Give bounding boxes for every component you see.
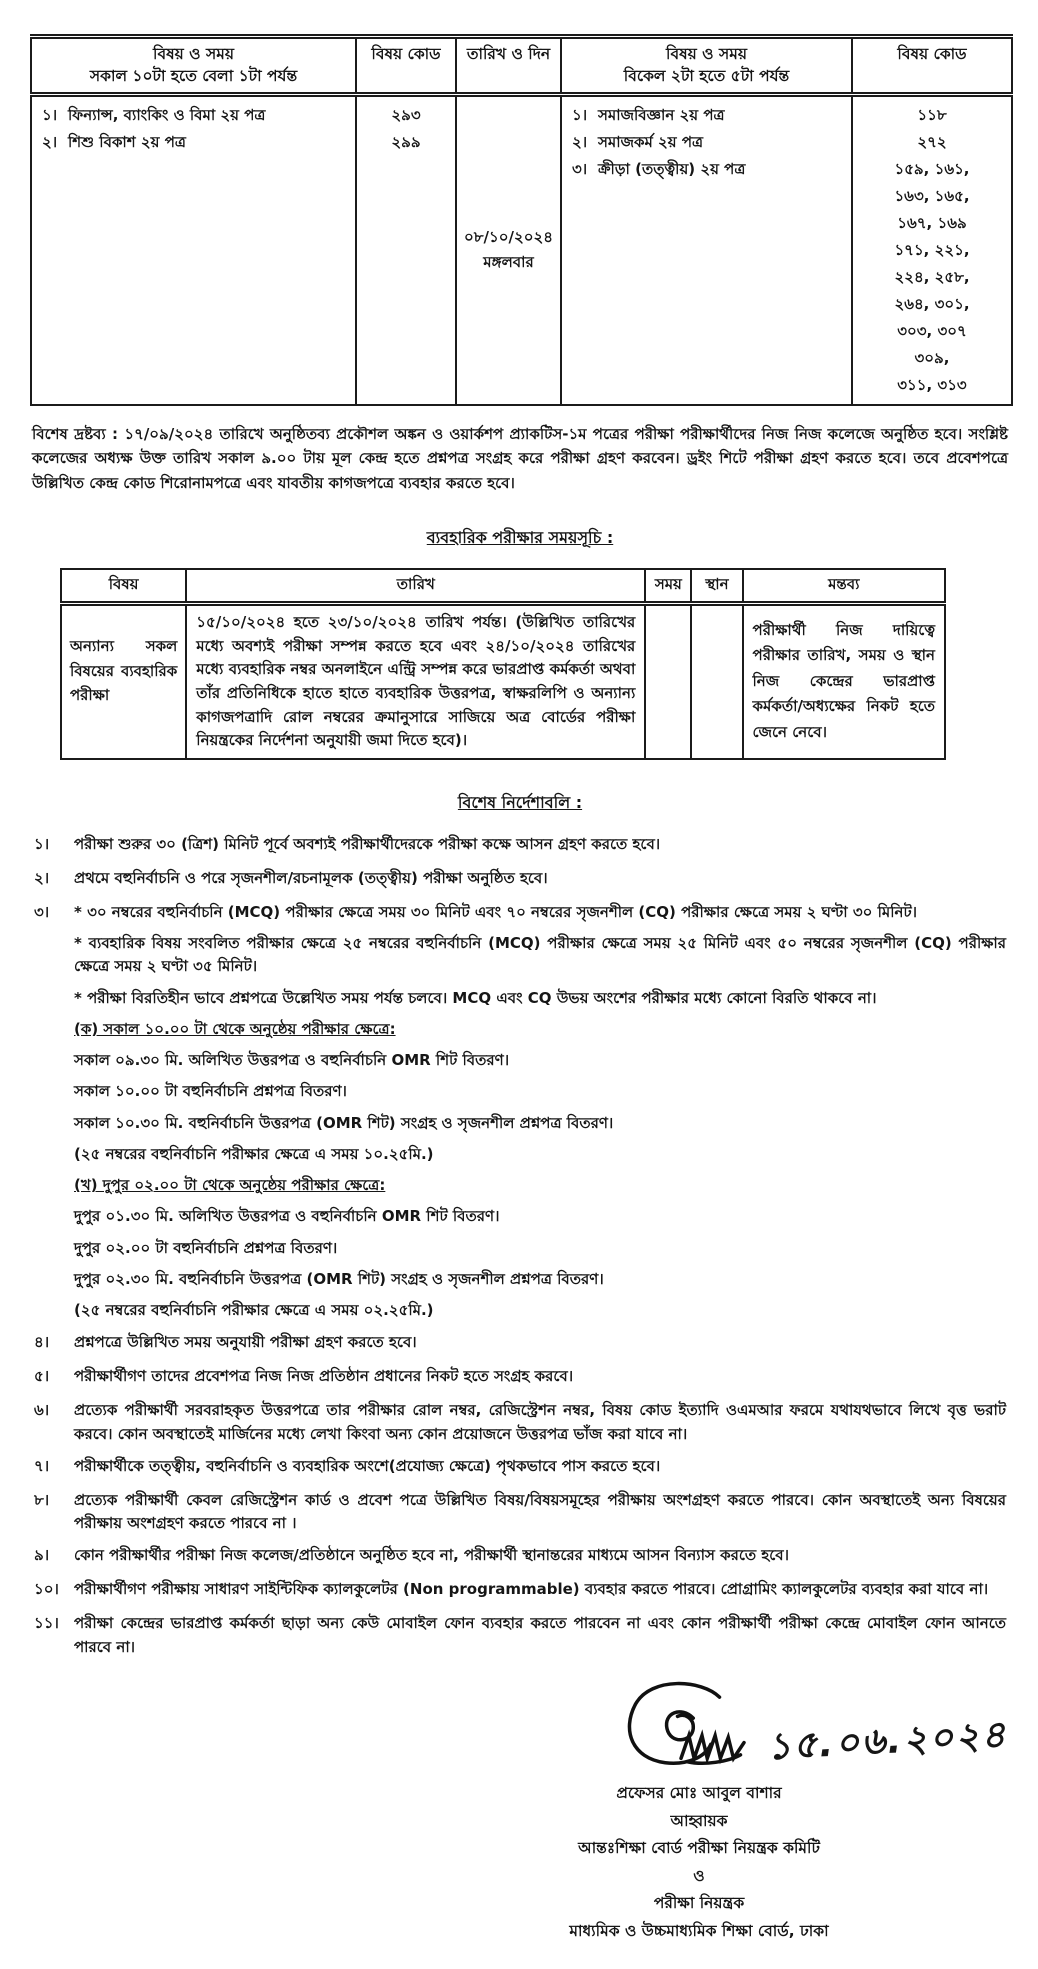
instruction-item: [30, 1489, 1010, 1536]
subject-code: ১৫৯, ১৬১,: [894, 159, 970, 178]
instruction-body: [74, 1331, 1010, 1356]
subject-code: ২৯৯: [391, 132, 421, 151]
subject-row: [562, 129, 851, 156]
instruction-line: * ৩০ নম্বরের বহুনির্বাচনি (MCQ) পরীক্ষার ক্ষেত্রে সময় ৩০ মিনিট এবং ৭০ নম্বরের সৃজনশীল (CQ) পরীক্ষার ক্ষেত্রে সময় ২ ঘণ্টা ৩০ মিনিট।: [74, 902, 918, 921]
subject-code: ১৬৭, ১৬৯: [897, 213, 967, 232]
instruction-line: * পরীক্ষা বিরতিহীন ভাবে প্রশ্নপত্রে উল্লেখিত সময় পর্যন্ত চলবে। MCQ এবং CQ উভয় অংশের পরীক্ষার মধ্যে কোনো বিরতি থাকবে না।: [74, 988, 877, 1007]
practical-schedule-table: [60, 568, 946, 760]
instruction-line: দুপুর ০২.০০ টা বহুনির্বাচনি প্রশ্নপত্র বিতরণ।: [74, 1238, 338, 1257]
subject-row: [562, 156, 851, 183]
practical-place-header: স্থান: [691, 569, 742, 604]
practical-date-cell: ১৫/১০/২০২৪ হতে ২৩/১০/২০২৪ তারিখ পর্যন্ত। (উল্লিখিত তারিখের মধ্যে অবশ্যই পরীক্ষা সম্পন্ন করতে হবে এবং ২৪/১০/২০২৪ তারিখের মধ্যে ব্যবহারিক নম্বর অনলাইনে এন্ট্রি সম্পন্ন করে ভারপ্রাপ্ত কর্মকর্তা অথবা তাঁর প্রতিনিধিকে হাতে হাতে ব্যবহারিক উত্তরপত্র, স্বাক্ষরলিপি ও অন্যান্য কাগজপত্রাদি রোল নম্বরের ক্রমানুসারে সাজিয়ে অত্র বোর্ডের পরীক্ষা নিয়ন্ত্রকের নির্দেশনা অনুযায়ী জমা দিতে হবে)।: [186, 603, 645, 759]
practical-subject-cell: অন্যান্য সকল বিষয়ের ব্যবহারিক পরীক্ষা: [61, 603, 186, 759]
instructions-list: [30, 833, 1010, 1659]
instruction-line: পরীক্ষার্থীগণ তাদের প্রবেশপত্র নিজ নিজ প্রতিষ্ঠান প্রধানের নিকট হতে সংগ্রহ করবে।: [74, 1367, 574, 1386]
instruction-number: ৯।: [34, 1546, 50, 1565]
instruction-line: (২৫ নম্বরের বহুনির্বাচনি পরীক্ষার ক্ষেত্রে এ সময় ০২.২৫মি.): [74, 1301, 434, 1320]
practical-schedule-title: ব্যবহারিক পরীক্ষার সময়সূচি :: [426, 527, 614, 547]
morning-codes-cell: [356, 94, 456, 405]
instruction-number: ১।: [34, 834, 50, 853]
practical-remark-header: মন্তব্য: [743, 569, 945, 604]
signature-row: [590, 1668, 1009, 1780]
instruction-number: ২।: [34, 868, 50, 887]
instruction-item: [30, 1365, 1010, 1390]
subject-code: ১৭১, ২২১,: [894, 240, 970, 259]
subject-name: ফিন্যান্স, ব্যাংকিং ও বিমা ২য় পত্র: [68, 105, 266, 124]
signatory-name: প্রফেসর মোঃ আবুল বাশার: [616, 1783, 782, 1802]
instruction-item: [30, 1578, 1010, 1603]
instructions-title: বিশেষ নির্দেশাবলি :: [457, 792, 583, 812]
instruction-number: ১১।: [34, 1614, 59, 1633]
subject-code: ২২৪, ২৫৮,: [894, 267, 970, 286]
instruction-number: ৪।: [34, 1333, 50, 1352]
exam-day: মঙ্গলবার: [483, 253, 534, 272]
instruction-item: [30, 1331, 1010, 1356]
subject-code: ৩০৩, ৩০৭: [897, 321, 967, 340]
afternoon-header-line2: বিকেল ২টা হতে ৫টা পর্যন্ত: [623, 67, 790, 86]
instruction-body: [74, 867, 1010, 892]
signatory-role-2: পরীক্ষা নিয়ন্ত্রক: [653, 1894, 745, 1913]
instruction-line: (ক) সকাল ১০.০০ টা থেকে অনুষ্ঠেয় পরীক্ষার ক্ষেত্রে:: [74, 1019, 396, 1038]
instruction-item: [30, 901, 1010, 1323]
practical-date-header: তারিখ: [186, 569, 645, 604]
instruction-body: [74, 1544, 1010, 1569]
instruction-item: [30, 1544, 1010, 1569]
subject-name: শিশু বিকাশ ২য় পত্র: [68, 132, 186, 151]
instruction-line: দুপুর ০২.৩০ মি. বহুনির্বাচনি উত্তরপত্র (OMR শিট) সংগ্রহ ও সৃজনশীল প্রশ্নপত্র বিতরণ।: [74, 1269, 604, 1288]
instruction-number: ৫।: [34, 1367, 50, 1386]
instruction-number: ৩।: [34, 902, 50, 921]
subject-row: [562, 102, 851, 129]
instruction-line: দুপুর ০১.৩০ মি. অলিখিত উত্তরপত্র ও বহুনির্বাচনি OMR শিট বিতরণ।: [74, 1207, 500, 1226]
instruction-line: সকাল ১০.৩০ মি. বহুনির্বাচনি উত্তরপত্র (OMR শিট) সংগ্রহ ও সৃজনশীল প্রশ্নপত্র বিতরণ।: [74, 1113, 614, 1132]
signature-date-handwritten: ১৫.০৬.২০২৪: [765, 1712, 1009, 1769]
instruction-item: [30, 1399, 1010, 1446]
signatory-org-2: মাধ্যমিক ও উচ্চমাধ্যমিক শিক্ষা বোর্ড, ঢাকা: [569, 1921, 829, 1940]
practical-time-cell: [645, 603, 691, 759]
date-day-header: তারিখ ও দিন: [456, 37, 561, 95]
morning-session-header: [31, 37, 356, 95]
instruction-line: পরীক্ষা শুরুর ৩০ (ত্রিশ) মিনিট পূর্বে অবশ্যই পরীক্ষার্থীদেরকে পরীক্ষা কক্ষে আসন গ্রহণ করতে হবে।: [74, 834, 661, 853]
instruction-number: ৮।: [34, 1490, 50, 1509]
practical-body-row: [61, 603, 945, 759]
special-note: বিশেষ দ্রষ্টব্য : ১৭/০৯/২০২৪ তারিখে অনুষ্ঠিতব্য প্রকৌশল অঙ্কন ও ওয়ার্কশপ প্র্যাকটিস-১ম পত্রের পরীক্ষা পরীক্ষার্থীদের নিজ নিজ কলেজে অনুষ্ঠিত হবে। সংশ্লিষ্ট কলেজের অধ্যক্ষ উক্ত তারিখ সকাল ৯.০০ টায় মূল কেন্দ্র হতে প্রশ্নপত্র সংগ্রহ করে পরীক্ষা গ্রহণ করবেন। ড্রইং শিটে পরীক্ষা গ্রহণ করতে হবে। তবে প্রবেশপত্রে উল্লিখিত কেন্দ্র কোড শিরোনামপত্রে এবং যাবতীয় কাগজপত্রে ব্যবহার করতে হবে।: [32, 424, 1008, 492]
subject-name: সমাজবিজ্ঞান ২য় পত্র: [598, 105, 725, 124]
instruction-line: (খ) দুপুর ০২.০০ টা থেকে অনুষ্ঠেয় পরীক্ষার ক্ষেত্রে:: [74, 1176, 386, 1195]
exam-date-cell: [456, 94, 561, 405]
morning-header-line1: বিষয় ও সময়: [153, 45, 234, 63]
subject-name: সমাজকর্ম ২য় পত্র: [598, 132, 704, 151]
subject-serial: ১।: [572, 105, 588, 124]
instruction-line: পরীক্ষার্থীকে তত্ত্বীয়, বহুনির্বাচনি ও ব্যবহারিক অংশে(প্রযোজ্য ক্ষেত্রে) পৃথকভাবে পাস করতে হবে।: [74, 1456, 661, 1475]
exam-schedule-table: [30, 34, 1013, 406]
instruction-item: [30, 833, 1010, 858]
instruction-line: প্রত্যেক পরীক্ষার্থী সরবরাহকৃত উত্তরপত্রে তার পরীক্ষার রোল নম্বর, রেজিস্ট্রেশন নম্বর, বিষয় কোড ইত্যাদি ওএমআর ফরমে যথাযথভাবে লিখে বৃত্ত ভরাট করবে। কোন অবস্থাতেই মার্জিনের মধ্যে লেখা কিংবা অন্য কোন প্রয়োজনে উত্তরপত্র ভাঁজ করা যাবে না।: [74, 1401, 1006, 1443]
subject-row: [32, 102, 355, 129]
instruction-item: [30, 867, 1010, 892]
practical-header-row: [61, 569, 945, 604]
instruction-line: (২৫ নম্বরের বহুনির্বাচনি পরীক্ষার ক্ষেত্রে এ সময় ১০.২৫মি.): [74, 1144, 434, 1163]
subject-code: ২৭২: [917, 132, 947, 151]
subject-code: ৩০৯,: [914, 348, 950, 367]
afternoon-header-line1: বিষয় ও সময়: [666, 45, 747, 63]
instruction-line: * ব্যবহারিক বিষয় সংবলিত পরীক্ষার ক্ষেত্রে ২৫ নম্বরের বহুনির্বাচনি (MCQ) পরীক্ষার ক্ষেত্রে সময় ২৫ মিনিট এবং ৫০ নম্বরের সৃজনশীল (CQ) পরীক্ষার ক্ষেত্রে সময় ২ ঘণ্টা ৩৫ মিনিট।: [74, 934, 1006, 976]
instruction-item: [30, 1455, 1010, 1480]
subject-serial: ১।: [42, 105, 58, 124]
instruction-item: [30, 1612, 1010, 1659]
subject-name: ক্রীড়া (তত্ত্বীয়) ২য় পত্র: [598, 159, 746, 178]
exam-table-header-row: [31, 37, 1012, 95]
practical-place-cell: [691, 603, 742, 759]
afternoon-code-header: বিষয় কোড: [852, 37, 1012, 95]
signatory-conjunction: ও: [693, 1866, 705, 1885]
practical-remark-cell: পরীক্ষার্থী নিজ দায়িত্বে পরীক্ষার তারিখ, সময় ও স্থান নিজ কেন্দ্রের ভারপ্রাপ্ত কর্মকর্তা/অধ্যক্ষের নিকট হতে জেনে নেবে।: [743, 603, 945, 759]
instruction-line: সকাল ০৯.৩০ মি. অলিখিত উত্তরপত্র ও বহুনির্বাচনি OMR শিট বিতরণ।: [74, 1051, 510, 1070]
morning-header-line2: সকাল ১০টা হতে বেলা ১টা পর্যন্ত: [89, 67, 298, 86]
instruction-line: পরীক্ষার্থীগণ পরীক্ষায় সাধারণ সাইন্টিফিক ক্যালকুলেটর (Non programmable) ব্যবহার করতে পারবে। প্রোগ্রামিং ক্যালকুলেটর ব্যবহার করা যাবে না।: [74, 1580, 989, 1599]
subject-code: ২৯৩: [391, 105, 421, 124]
instruction-line: প্রশ্নপত্রে উল্লিখিত সময় অনুযায়ী পরীক্ষা গ্রহণ করতে হবে।: [74, 1333, 417, 1352]
signatory-org-1: আন্তঃশিক্ষা বোর্ড পরীক্ষা নিয়ন্ত্রক কমিটি: [578, 1839, 820, 1858]
practical-subject-header: বিষয়: [61, 569, 186, 604]
instruction-body: [74, 1455, 1010, 1480]
instruction-body: [74, 901, 1010, 1323]
instruction-line: প্রথমে বহুনির্বাচনি ও পরে সৃজনশীল/রচনামূলক (তত্ত্বীয়) পরীক্ষা অনুষ্ঠিত হবে।: [74, 868, 548, 887]
instruction-body: [74, 1489, 1010, 1536]
exam-table-body-row: [31, 94, 1012, 405]
afternoon-codes-cell: [852, 94, 1012, 405]
instruction-body: [74, 1578, 1010, 1603]
morning-subjects-cell: [31, 94, 356, 405]
exam-date: ০৮/১০/২০২৪: [464, 227, 553, 246]
morning-code-header: বিষয় কোড: [356, 37, 456, 95]
instruction-number: ১০।: [34, 1580, 59, 1599]
signature-block: [512, 1668, 1009, 1945]
subject-code: ২৬৪, ৩০১,: [894, 294, 970, 313]
instruction-number: ৬।: [34, 1401, 50, 1420]
instruction-body: [74, 1399, 1010, 1446]
subject-serial: ২।: [572, 132, 588, 151]
instruction-line: পরীক্ষা কেন্দ্রের ভারপ্রাপ্ত কর্মকর্তা ছাড়া অন্য কেউ মোবাইল ফোন ব্যবহার করতে পারবেন না এবং কোন পরীক্ষার্থী পরীক্ষা কেন্দ্রে মোবাইল ফোন আনতে পারবে না।: [74, 1614, 1006, 1656]
instruction-body: [74, 1365, 1010, 1390]
subject-serial: ৩।: [572, 159, 588, 178]
instruction-body: [74, 833, 1010, 858]
subject-serial: ২।: [42, 132, 58, 151]
instruction-line: কোন পরীক্ষার্থীর পরীক্ষা নিজ কলেজ/প্রতিষ্ঠানে অনুষ্ঠিত হবে না, পরীক্ষার্থী স্থানান্তরের মাধ্যমে আসন বিন্যাস করতে হবে।: [74, 1546, 790, 1565]
subject-row: [32, 129, 355, 156]
practical-time-header: সময়: [645, 569, 691, 604]
subject-code: ৩১১, ৩১৩: [897, 375, 967, 394]
instruction-line: প্রত্যেক পরীক্ষার্থী কেবল রেজিস্ট্রেশন কার্ড ও প্রবেশ পত্রে উল্লিখিত বিষয়/বিষয়সমূহের পরীক্ষায় অংশগ্রহণ করতে পারবে। কোন অবস্থাতেই অন্য বিষয়ের পরীক্ষায় অংশগ্রহণ করতে পারবে না ।: [74, 1490, 1006, 1533]
afternoon-session-header: [561, 37, 852, 95]
instruction-body: [74, 1612, 1010, 1659]
signatory-details: [512, 1780, 886, 1945]
signatory-role-1: আহ্বায়ক: [670, 1811, 728, 1830]
instruction-line: সকাল ১০.০০ টা বহুনির্বাচনি প্রশ্নপত্র বিতরণ।: [74, 1082, 347, 1101]
subject-code: ১১৮: [917, 105, 947, 124]
subject-code: ১৬৩, ১৬৫,: [894, 186, 970, 205]
instruction-number: ৭।: [34, 1456, 50, 1475]
afternoon-subjects-cell: [561, 94, 852, 405]
signature-image: [590, 1672, 765, 1780]
